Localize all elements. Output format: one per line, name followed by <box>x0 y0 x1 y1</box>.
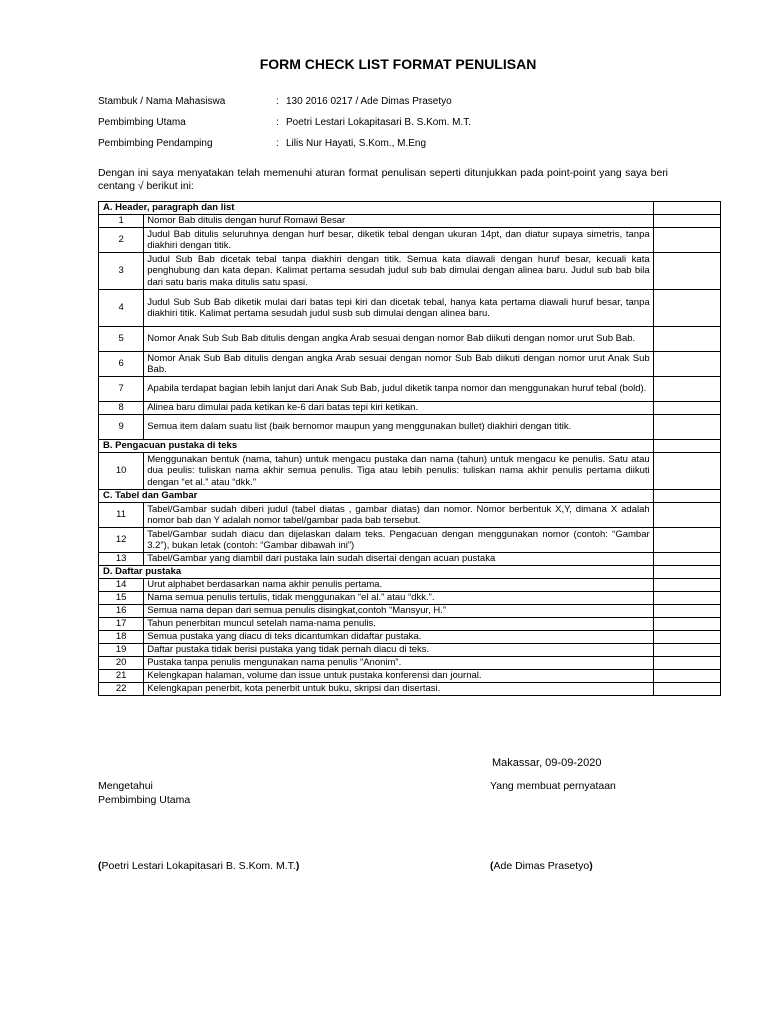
declarant-label: Yang membuat pernyataan <box>490 780 616 792</box>
info-colon: : <box>276 96 279 107</box>
section-header-row <box>99 440 721 453</box>
checklist-row <box>99 592 721 605</box>
item-number: 15 <box>99 592 144 605</box>
item-number: 16 <box>99 605 144 618</box>
checkbox-cell[interactable] <box>653 644 720 657</box>
checklist-row <box>99 618 721 631</box>
checklist-row <box>99 228 721 253</box>
place-date: Makassar, 09-09-2020 <box>492 757 602 769</box>
checkbox-cell[interactable] <box>653 657 720 670</box>
checkbox-cell[interactable] <box>653 670 720 683</box>
checklist-row <box>99 670 721 683</box>
checkbox-cell[interactable] <box>653 592 720 605</box>
checkbox-cell[interactable] <box>653 290 720 327</box>
checkbox-cell[interactable] <box>653 618 720 631</box>
item-number: 3 <box>99 253 144 290</box>
info-value: Lilis Nur Hayati, S.Kom., M.Eng <box>286 138 427 149</box>
checkbox-cell[interactable] <box>653 503 720 528</box>
paren-close: ) <box>295 860 300 872</box>
paren-open: ( <box>98 860 102 872</box>
checkbox-cell[interactable] <box>653 415 720 440</box>
item-description: Kelengkapan penerbit, kota penerbit untuk buku, skripsi dan disertasi. <box>144 683 653 696</box>
section-header-row <box>99 202 721 215</box>
acknowledged-label: Mengetahui <box>98 780 153 792</box>
checklist-row <box>99 377 721 402</box>
item-description: Menggunakan bentuk (nama, tahun) untuk mengacu pustaka dan nama (tahun) untuk mengacu ke penulis. Satu atau dua peulis: tuliskan nama akhir semua penulis. Tiga atau lebih penulis: tuliskan nama akhir penulis pertama diikuti dengan “et al.” atau “dkk.” <box>144 453 653 490</box>
page-title: FORM CHECK LIST FORMAT PENULISAN <box>259 56 537 72</box>
checkbox-cell[interactable] <box>653 579 720 592</box>
checklist-row <box>99 253 721 290</box>
item-description: Judul Bab ditulis seluruhnya dengan hurf besar, diketik tebal dengan ukuran 14pt, dan diatur supaya simetris, tanpa diakhiri dengan titik. <box>144 228 653 253</box>
student-signature-name <box>490 859 593 873</box>
item-description: Tahun penerbitan muncul setelah nama-nama penulis. <box>144 618 653 631</box>
info-colon: : <box>276 138 279 149</box>
item-description: Tabel/Gambar sudah diacu dan dijelaskan dalam teks. Pengacuan dengan menggunakan nomor (contoh: “Gambar 3.2”), bukan letak (contoh: “Gambar dibawah ini”) <box>144 528 653 553</box>
checkbox-cell[interactable] <box>653 377 720 402</box>
item-number: 10 <box>99 453 144 490</box>
item-number: 14 <box>99 579 144 592</box>
info-label: Pembimbing Utama <box>98 117 186 128</box>
checkbox-cell[interactable] <box>653 453 720 490</box>
item-number: 7 <box>99 377 144 402</box>
checklist-row <box>99 327 721 352</box>
checklist-row <box>99 215 721 228</box>
student-name: Ade Dimas Prasetyo <box>493 860 590 872</box>
checklist-row <box>99 579 721 592</box>
intro-statement: Dengan ini saya menyatakan telah memenuhi aturan format penulisan seperti ditunjukkan pada point-point yang saya beri centang √ berikut ini: <box>98 168 668 192</box>
item-number: 13 <box>99 553 144 566</box>
item-number: 6 <box>99 352 144 377</box>
item-number: 21 <box>99 670 144 683</box>
supervisor-signature-name <box>98 859 299 873</box>
checklist-row <box>99 453 721 490</box>
item-number: 18 <box>99 631 144 644</box>
checkbox-cell[interactable] <box>653 215 720 228</box>
item-description: Tabel/Gambar yang diambil dari pustaka lain sudah disertai dengan acuan pustaka <box>144 553 653 566</box>
checklist-row <box>99 553 721 566</box>
checklist-row <box>99 605 721 618</box>
info-value: 130 2016 0217 / Ade Dimas Prasetyo <box>286 96 452 107</box>
checklist-row <box>99 290 721 327</box>
section-title: B. Pengacuan pustaka di teks <box>99 440 654 453</box>
checkbox-cell[interactable] <box>653 327 720 352</box>
info-row-main-supervisor <box>98 117 471 138</box>
item-number: 20 <box>99 657 144 670</box>
checklist-row <box>99 415 721 440</box>
item-number: 1 <box>99 215 144 228</box>
item-number: 2 <box>99 228 144 253</box>
checkbox-cell[interactable] <box>653 528 720 553</box>
checklist-row <box>99 683 721 696</box>
checkbox-cell[interactable] <box>653 402 720 415</box>
item-description: Pustaka tanpa penulis mengunakan nama penulis “Anonim”. <box>144 657 653 670</box>
info-row-student <box>98 96 471 117</box>
paren-open: ( <box>490 860 494 872</box>
checklist-table <box>98 201 721 696</box>
item-description: Nama semua penulis tertulis, tidak menggunakan “el al.” atau “dkk.”. <box>144 592 653 605</box>
section-title: A. Header, paragraph dan list <box>99 202 654 215</box>
checkbox-cell <box>653 490 720 503</box>
item-description: Semua pustaka yang diacu di teks dicantumkan didaftar pustaka. <box>144 631 653 644</box>
main-supervisor-label: Pembimbing Utama <box>98 794 191 806</box>
checkbox-cell[interactable] <box>653 631 720 644</box>
checkbox-cell[interactable] <box>653 553 720 566</box>
checkbox-cell[interactable] <box>653 683 720 696</box>
paren-close: ) <box>589 860 593 872</box>
checkbox-cell[interactable] <box>653 352 720 377</box>
item-description: Judul Sub Sub Bab diketik mulai dari batas tepi kiri dan dicetak tebal, hanya kata pertama diawali huruf besar, tanpa diakhiri titik. Kalimat pertama sesudah judul susb sub dimulai dengan alinea baru. <box>144 290 653 327</box>
item-number: 19 <box>99 644 144 657</box>
item-description: Nomor Bab ditulis dengan huruf Romawi Besar <box>144 215 653 228</box>
checkbox-cell[interactable] <box>653 253 720 290</box>
item-number: 5 <box>99 327 144 352</box>
checklist-row <box>99 644 721 657</box>
section-title: C. Tabel dan Gambar <box>99 490 654 503</box>
checklist-row <box>99 352 721 377</box>
item-number: 4 <box>99 290 144 327</box>
section-header-row <box>99 566 721 579</box>
item-description: Semua item dalam suatu list (baik bernomor maupun yang menggunakan bullet) diakhiri dengan titik. <box>144 415 653 440</box>
item-number: 22 <box>99 683 144 696</box>
item-number: 9 <box>99 415 144 440</box>
item-description: Apabila terdapat bagian lebih lanjut dari Anak Sub Bab, judul diketik tanpa nomor dan menggunakan huruf tebal (bold). <box>144 377 653 402</box>
item-description: Tabel/Gambar sudah diberi judul (tabel diatas , gambar diatas) dan nomor. Nomor berbentuk X,Y, dimana X adalah nomor bab dan Y adalah nomor tabel/gambar pada bab tersebut. <box>144 503 653 528</box>
item-number: 17 <box>99 618 144 631</box>
checkbox-cell[interactable] <box>653 228 720 253</box>
checkbox-cell <box>653 440 720 453</box>
item-number: 8 <box>99 402 144 415</box>
checkbox-cell <box>653 202 720 215</box>
item-description: Alinea baru dimulai pada ketikan ke-6 dari batas tepi kiri ketikan. <box>144 402 653 415</box>
item-description: Semua nama depan dari semua penulis disingkat,contoh “Mansyur, H.” <box>144 605 653 618</box>
info-label: Pembimbing Pendamping <box>98 138 213 149</box>
item-description: Urut alphabet berdasarkan nama akhir penulis pertama. <box>144 579 653 592</box>
section-header-row <box>99 490 721 503</box>
info-colon: : <box>276 117 279 128</box>
supervisor-name: Poetri Lestari Lokapitasari B. S.Kom. M.T. <box>101 860 296 872</box>
acknowledgement-block <box>98 779 190 807</box>
checkbox-cell[interactable] <box>653 605 720 618</box>
checklist-row <box>99 503 721 528</box>
info-value: Poetri Lestari Lokapitasari B. S.Kom. M.T. <box>286 117 472 128</box>
checklist-row <box>99 631 721 644</box>
item-description: Kelengkapan halaman, volume dan issue untuk pustaka konferensi dan journal. <box>144 670 653 683</box>
item-number: 12 <box>99 528 144 553</box>
item-number: 11 <box>99 503 144 528</box>
info-row-co-supervisor <box>98 138 471 159</box>
checklist-row <box>99 528 721 553</box>
checkbox-cell <box>653 566 720 579</box>
item-description: Daftar pustaka tidak berisi pustaka yang tidak pernah diacu di teks. <box>144 644 653 657</box>
section-title: D. Daftar pustaka <box>99 566 654 579</box>
declarant-block <box>490 779 616 793</box>
checklist-row <box>99 657 721 670</box>
item-description: Nomor Anak Sub Bab ditulis dengan angka Arab sesuai dengan nomor Sub Bab diikuti dengan nomor urut Anak Sub Bab. <box>144 352 653 377</box>
checklist-row <box>99 402 721 415</box>
student-info <box>98 96 471 159</box>
info-label: Stambuk / Nama Mahasiswa <box>98 96 226 107</box>
item-description: Judul Sub Bab dicetak tebal tanpa diakhiri dengan titik. Semua kata diawali dengan huruf besar, kecuali kata penghubung dan kata depan. Kalimat pertama sesudah judul sub bab dimulai dengan alinea baru. Judul sub bab bila dari satu baris maka ditulis satu spasi. <box>144 253 653 290</box>
item-description: Nomor Anak Sub Sub Bab ditulis dengan angka Arab sesuai dengan nomor Bab diikuti dengan nomor urut Sub Bab. <box>144 327 653 352</box>
